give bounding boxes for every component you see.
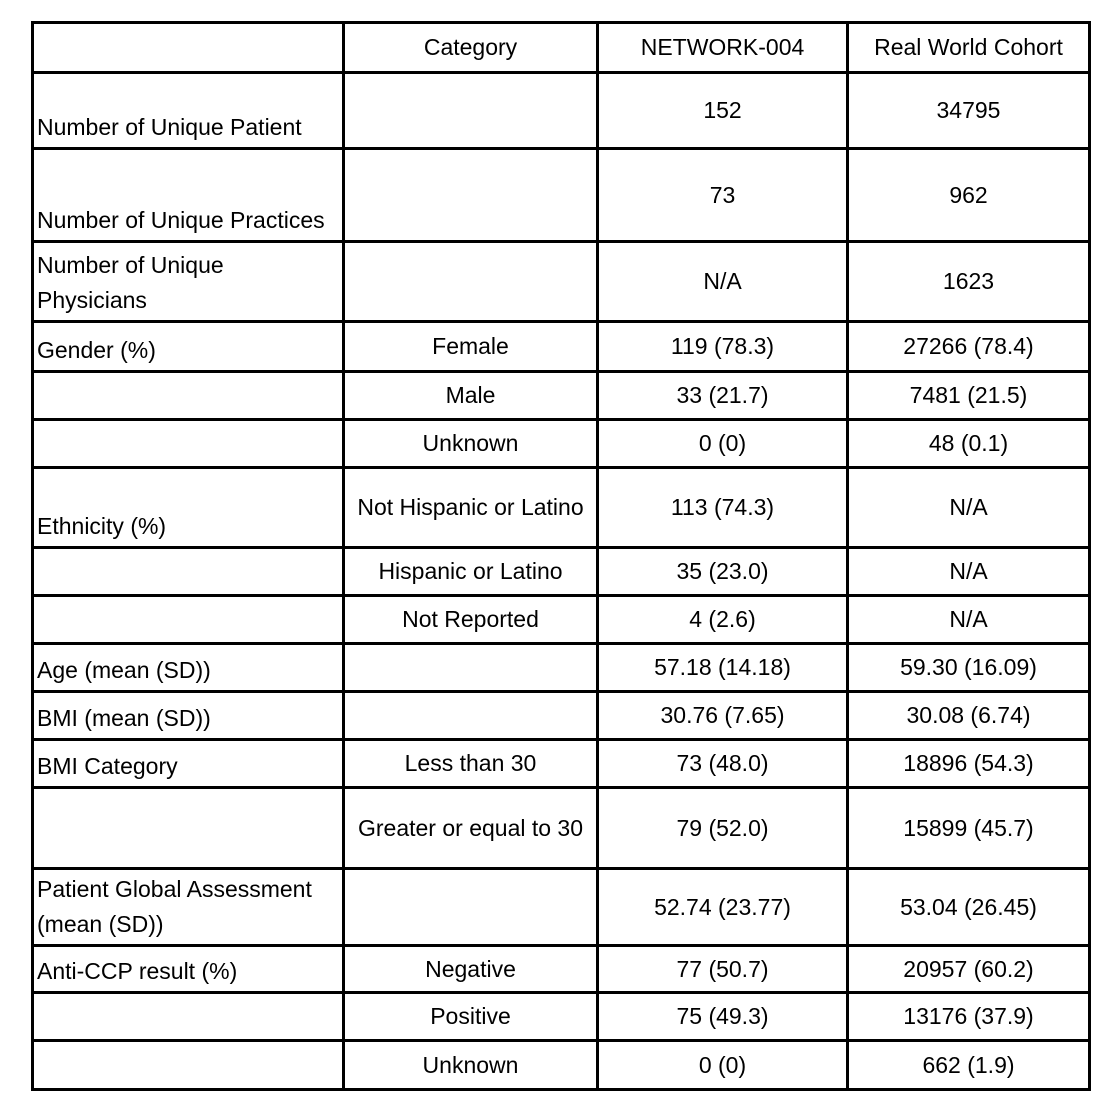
row-label-cell [33, 548, 344, 596]
network-004-cell: 119 (78.3) [598, 322, 848, 372]
category-cell [344, 869, 598, 946]
header-category: Category [344, 23, 598, 73]
category-cell [344, 644, 598, 692]
table-row [33, 149, 1090, 242]
category-cell: Hispanic or Latino [344, 548, 598, 596]
network-004-cell: 33 (21.7) [598, 372, 848, 420]
category-cell [344, 692, 598, 740]
real-world-cohort-cell: 48 (0.1) [848, 420, 1090, 468]
table-row [33, 420, 1090, 468]
network-004-cell: N/A [598, 242, 848, 322]
real-world-cohort-cell: 1623 [848, 242, 1090, 322]
category-cell [344, 73, 598, 149]
header-cell-blank [33, 23, 344, 73]
table-row [33, 788, 1090, 869]
network-004-cell: 113 (74.3) [598, 468, 848, 548]
header-real-world-cohort: Real World Cohort [848, 23, 1090, 73]
real-world-cohort-cell: 13176 (37.9) [848, 993, 1090, 1041]
table-row [33, 73, 1090, 149]
network-004-cell: 0 (0) [598, 420, 848, 468]
real-world-cohort-cell: 20957 (60.2) [848, 946, 1090, 993]
row-label-cell: Number of Unique Practices [33, 149, 344, 242]
real-world-cohort-cell: 18896 (54.3) [848, 740, 1090, 788]
network-004-cell: 77 (50.7) [598, 946, 848, 993]
real-world-cohort-cell: 59.30 (16.09) [848, 644, 1090, 692]
network-004-cell: 4 (2.6) [598, 596, 848, 644]
table-row [33, 740, 1090, 788]
table-row [33, 242, 1090, 322]
row-label-cell: Anti-CCP result (%) [33, 946, 344, 993]
network-004-cell: 30.76 (7.65) [598, 692, 848, 740]
row-label-cell: Age (mean (SD)) [33, 644, 344, 692]
row-label-cell [33, 420, 344, 468]
real-world-cohort-cell: 34795 [848, 73, 1090, 149]
network-004-cell: 79 (52.0) [598, 788, 848, 869]
table-row [33, 644, 1090, 692]
real-world-cohort-cell: 7481 (21.5) [848, 372, 1090, 420]
row-label-cell: BMI (mean (SD)) [33, 692, 344, 740]
category-cell: Greater or equal to 30 [344, 788, 598, 869]
category-cell: Negative [344, 946, 598, 993]
table-row [33, 596, 1090, 644]
network-004-cell: 35 (23.0) [598, 548, 848, 596]
real-world-cohort-cell: 30.08 (6.74) [848, 692, 1090, 740]
table-row [33, 548, 1090, 596]
row-label-cell: Number of Unique Patient [33, 73, 344, 149]
real-world-cohort-cell: N/A [848, 596, 1090, 644]
row-label-cell: BMI Category [33, 740, 344, 788]
network-004-cell: 75 (49.3) [598, 993, 848, 1041]
category-cell: Positive [344, 993, 598, 1041]
network-004-cell: 73 (48.0) [598, 740, 848, 788]
category-cell [344, 149, 598, 242]
category-cell [344, 242, 598, 322]
table-row [33, 993, 1090, 1041]
row-label-cell: Ethnicity (%) [33, 468, 344, 548]
row-label-cell: Patient Global Assessment (mean (SD)) [33, 869, 344, 946]
demographics-table [31, 21, 1091, 1091]
real-world-cohort-cell: 27266 (78.4) [848, 322, 1090, 372]
category-cell: Female [344, 322, 598, 372]
row-label-cell: Number of Unique Physicians [33, 242, 344, 322]
row-label-cell [33, 372, 344, 420]
network-004-cell: 52.74 (23.77) [598, 869, 848, 946]
table-row [33, 322, 1090, 372]
real-world-cohort-cell: 15899 (45.7) [848, 788, 1090, 869]
row-label-cell [33, 596, 344, 644]
table-row [33, 869, 1090, 946]
table-row [33, 946, 1090, 993]
category-cell: Not Hispanic or Latino [344, 468, 598, 548]
row-label-cell [33, 1041, 344, 1090]
table-row [33, 468, 1090, 548]
header-network-004: NETWORK-004 [598, 23, 848, 73]
row-label-cell [33, 788, 344, 869]
network-004-cell: 0 (0) [598, 1041, 848, 1090]
header-row [33, 23, 1090, 73]
table-row [33, 372, 1090, 420]
network-004-cell: 57.18 (14.18) [598, 644, 848, 692]
row-label-cell [33, 993, 344, 1041]
real-world-cohort-cell: N/A [848, 468, 1090, 548]
table-row [33, 1041, 1090, 1090]
real-world-cohort-cell: N/A [848, 548, 1090, 596]
network-004-cell: 73 [598, 149, 848, 242]
category-cell: Unknown [344, 1041, 598, 1090]
real-world-cohort-cell: 53.04 (26.45) [848, 869, 1090, 946]
category-cell: Less than 30 [344, 740, 598, 788]
table-row [33, 692, 1090, 740]
real-world-cohort-cell: 662 (1.9) [848, 1041, 1090, 1090]
real-world-cohort-cell: 962 [848, 149, 1090, 242]
category-cell: Unknown [344, 420, 598, 468]
category-cell: Not Reported [344, 596, 598, 644]
row-label-cell: Gender (%) [33, 322, 344, 372]
network-004-cell: 152 [598, 73, 848, 149]
category-cell: Male [344, 372, 598, 420]
